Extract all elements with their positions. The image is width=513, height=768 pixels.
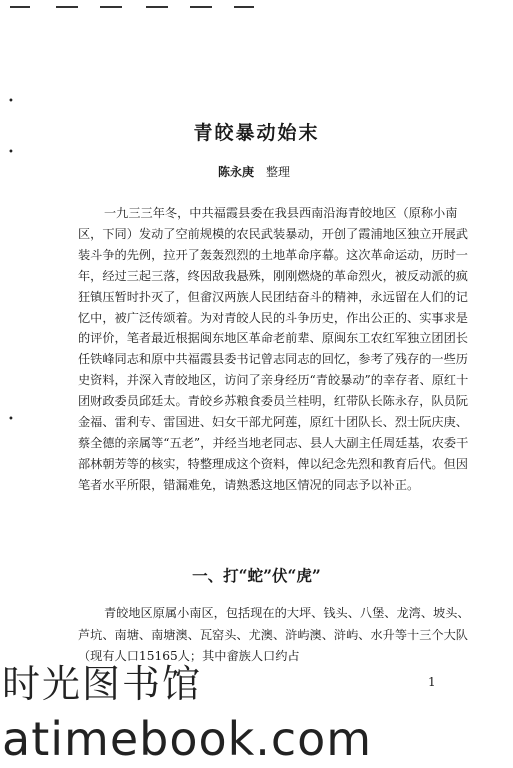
page-number: 1 bbox=[428, 675, 436, 689]
top-dash-mark bbox=[100, 6, 122, 8]
section-heading: 一、打“蛇”伏“虎” bbox=[192, 566, 321, 585]
top-dash-mark bbox=[10, 6, 30, 8]
intro-paragraph bbox=[78, 203, 470, 496]
margin-dot-mark: • bbox=[8, 147, 14, 158]
margin-dot-mark: • bbox=[8, 414, 14, 425]
watermark-url: atimebook.com bbox=[2, 712, 373, 766]
top-dash-mark bbox=[146, 6, 168, 8]
article-title: 青皎暴动始末 bbox=[193, 122, 320, 144]
margin-dot-mark: • bbox=[8, 96, 14, 107]
top-dash-mark bbox=[56, 6, 78, 8]
top-dash-mark bbox=[190, 6, 212, 8]
section-text: 青皎地区原属小南区，包括现在的大坪、钱头、八堡、龙湾、坡头、芦坑、南塘、南塘澳、瓦窑头、尤澳、浒屿澳、浒屿、水升等十三个大队（现有人口15165人；其中畲族人口约占 bbox=[78, 606, 470, 663]
watermark-cn: 时光图书馆 bbox=[2, 662, 203, 706]
section-paragraph bbox=[78, 603, 470, 668]
author-role: 整理 bbox=[266, 165, 291, 179]
intro-text: 一九三三年冬，中共福霞县委在我县西南沿海青皎地区（原称小南区，下同）发动了空前规模的农民武装暴动，开创了霞浦地区独立开展武装斗争的先例，拉开了轰轰烈烈的土地革命序幕。这次革命运动，历时一年，经过三起三落，终因敌我悬殊，刚刚燃烧的革命烈火，被反动派的疯狂镇压暂时扑灭了，但畲汉两族人民团结奋斗的精神，永远留在人们的记忆中，被广泛传颂着。为对青皎人民的斗争历史，作出公正的、实事求是的评价，笔者最近根据闽东地区革命老前辈、原闽东工农红军独立团团长任铁峰同志和原中共福霞县委书记曾志同志的回忆，参考了残存的一些历史资料，并深入青皎地区，访问了亲身经历“青皎暴动”的幸存者、原红十团财政委员邱廷太。青皎乡苏粮食委员兰桂明，红带队长陈永存，队员阮金福、雷利专、雷国进、妇女干部尤阿莲，原红十团队长、烈士阮庆庚、蔡全德的亲属等“五老”，并经当地老同志、县人大副主任周廷基，农委干部林朝芳等的核实，特整理成这个资料，俾以纪念先烈和教育后代。但因笔者水平所限，错漏难免，请熟悉这地区情况的同志予以补正。 bbox=[78, 206, 469, 492]
top-dash-mark bbox=[234, 6, 254, 8]
author-name: 陈永庚 bbox=[218, 165, 255, 179]
author-line bbox=[218, 163, 290, 180]
